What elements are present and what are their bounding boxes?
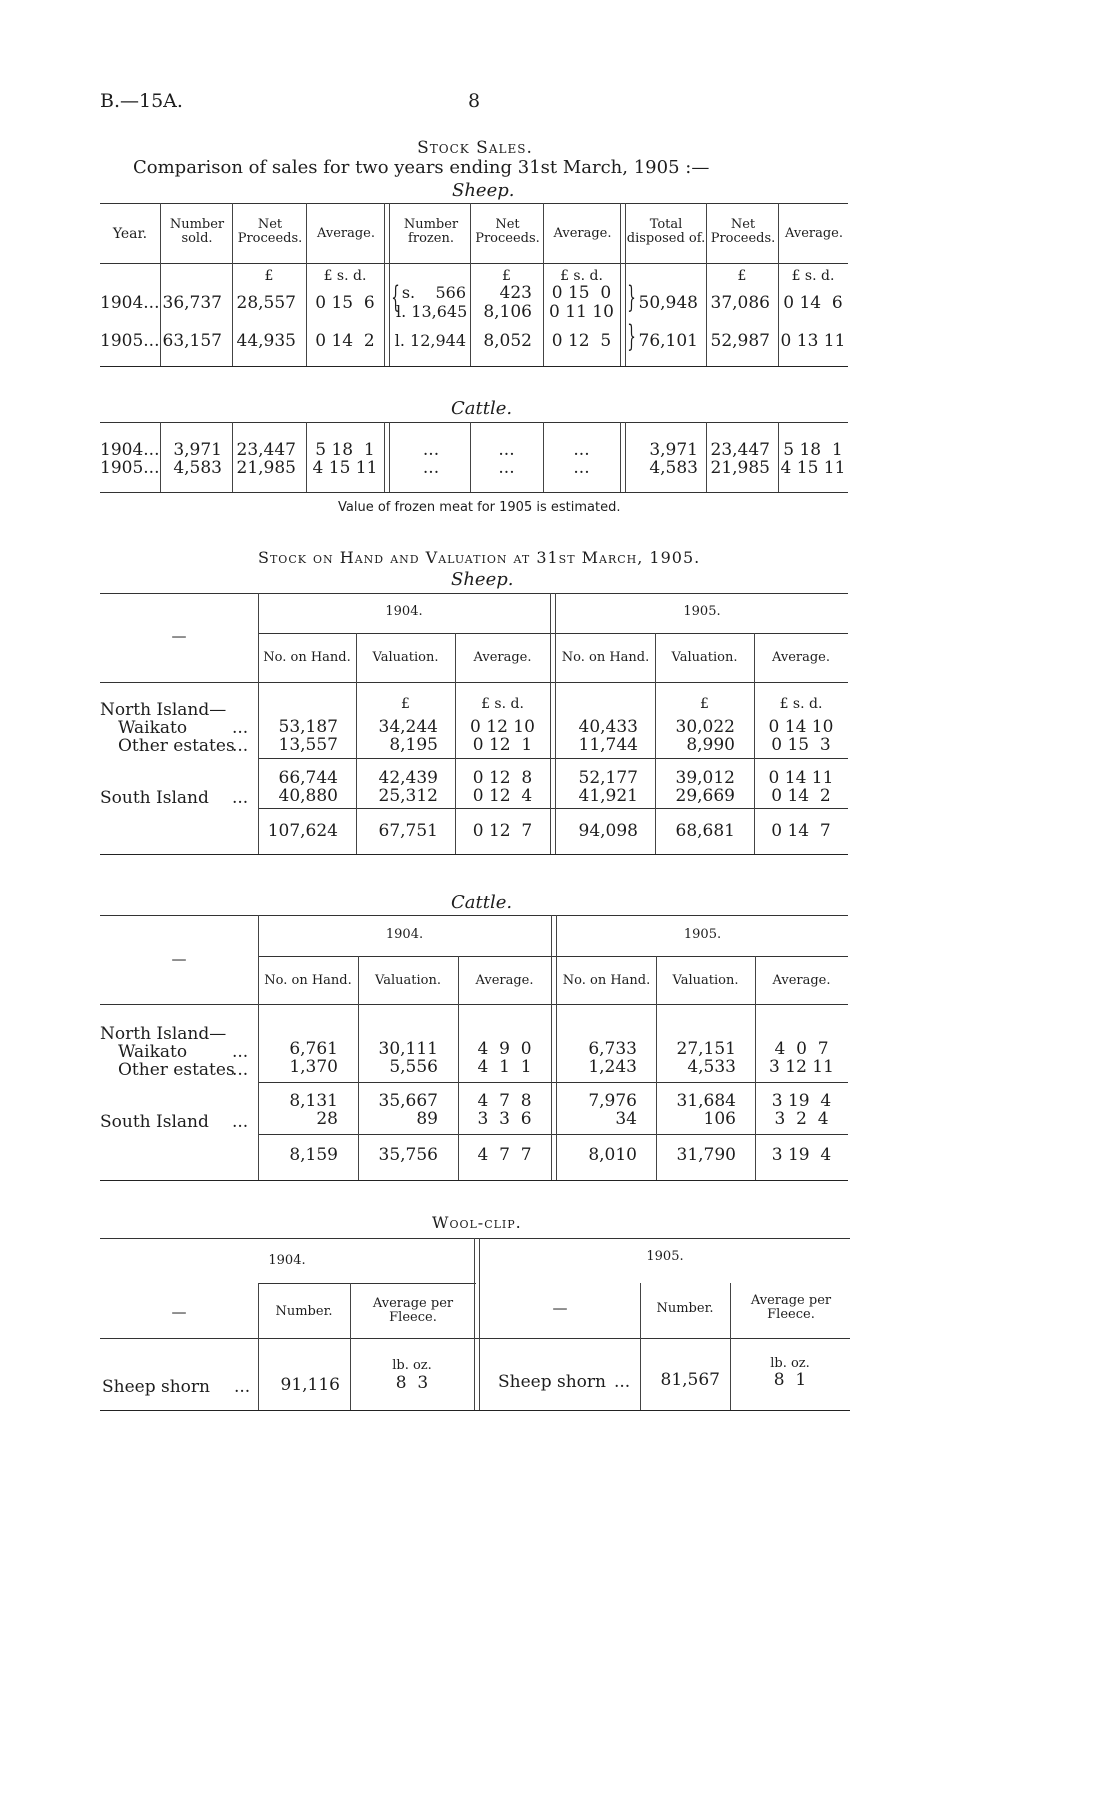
col-valuation: Valuation. xyxy=(372,650,439,665)
cattle-total-1904-average: 4 7 7 xyxy=(477,1145,532,1165)
rule xyxy=(100,492,848,493)
wool-year-1905: 1905. xyxy=(646,1249,684,1264)
sheep-average: 0 14 2 xyxy=(315,331,375,351)
sheep-other-1904-average: 0 12 1 xyxy=(472,735,533,755)
sheep-waikato-1905-number: 40,433 xyxy=(578,717,638,737)
cattle-net-proceeds: 21,985 xyxy=(236,458,296,478)
sheep-frozen-net-b: 8,106 xyxy=(483,302,532,322)
rule xyxy=(384,203,390,366)
cattle-north-1904-number: 8,131 xyxy=(289,1091,338,1111)
wool-clip-title: Wool-clip. xyxy=(432,1213,522,1232)
sheep-south-1904-number: 40,880 xyxy=(278,786,338,806)
col-average: Average. xyxy=(772,973,831,988)
rule xyxy=(100,593,848,594)
sheep-waikato-1905-valuation: 30,022 xyxy=(675,717,735,737)
sheep-total-1904-valuation: 67,751 xyxy=(378,821,438,841)
unit-psd: £ s. d. xyxy=(779,696,823,712)
sheep-frozen-avg-a: 0 15 0 xyxy=(551,283,612,303)
cattle-waikato-1904-valuation: 30,111 xyxy=(378,1039,438,1059)
sheep-south-1904-average: 0 12 4 xyxy=(472,786,533,806)
cattle-other-1904-average: 4 1 1 xyxy=(477,1057,532,1077)
col-header-average: Average. xyxy=(316,226,375,241)
cattle-total-1905-valuation: 31,790 xyxy=(676,1145,736,1165)
cattle-frozen: ... xyxy=(422,440,440,460)
sheep-other-1904-number: 13,557 xyxy=(278,735,338,755)
unit-psd: £ s. d. xyxy=(560,268,603,284)
col-header-total-net-proceeds: Net Proceeds. xyxy=(710,217,776,246)
sheep-number-sold: 36,737 xyxy=(162,293,222,313)
cattle-total-1904-valuation: 35,756 xyxy=(378,1145,438,1165)
col-average: Average. xyxy=(473,650,532,665)
sheep-waikato-1904-average: 0 12 10 xyxy=(470,717,535,737)
cattle-total: 3,971 xyxy=(649,440,698,460)
sheep-total-1904-number: 107,624 xyxy=(267,821,338,841)
col-no-on-hand: No. on Hand. xyxy=(264,973,352,988)
rule xyxy=(384,422,390,492)
unit-pound: £ xyxy=(737,268,747,284)
sheep-north-1905-average: 0 14 11 xyxy=(768,768,834,788)
unit-pound: £ xyxy=(401,696,410,712)
dash: — xyxy=(552,1299,568,1317)
col-number: Number. xyxy=(275,1304,333,1319)
cattle-waikato-1904-number: 6,761 xyxy=(289,1039,338,1059)
sheep-south-1904-valuation: 25,312 xyxy=(378,786,438,806)
leader-dots: ... xyxy=(232,788,249,808)
cattle-year: 1905... xyxy=(100,458,160,478)
sheep-year: 1904... xyxy=(100,293,160,313)
col-valuation: Valuation. xyxy=(672,973,739,988)
sheep-total-net: 37,086 xyxy=(710,293,770,313)
label-sheep-shorn: Sheep shorn xyxy=(102,1377,210,1397)
unit-psd: £ s. d. xyxy=(791,268,835,284)
wool-1905-number: 81,567 xyxy=(660,1370,720,1390)
col-header-frozen-net-proceeds: Net Proceeds. xyxy=(475,217,540,246)
cattle-other-1904-number: 1,370 xyxy=(289,1057,338,1077)
sheep-waikato-1904-number: 53,187 xyxy=(278,717,338,737)
sheep-frozen-net-a: 423 xyxy=(499,283,532,303)
cattle-sales-heading: Cattle. xyxy=(451,398,513,419)
sheep-north-1905-valuation: 39,012 xyxy=(675,768,735,788)
cattle-number-sold: 3,971 xyxy=(173,440,222,460)
cattle-on-hand-heading: Cattle. xyxy=(451,892,513,913)
sheep-north-1904-valuation: 42,439 xyxy=(378,768,438,788)
year-1905-header: 1905. xyxy=(683,604,721,619)
sheep-total: 50,948 xyxy=(638,293,698,313)
sheep-average: 0 15 6 xyxy=(315,293,375,313)
leader-dots: ... xyxy=(232,736,249,756)
cattle-total-net: 21,985 xyxy=(710,458,770,478)
rule xyxy=(258,1283,476,1284)
unit-pound: £ xyxy=(700,696,709,712)
cattle-north-1905-average: 3 19 4 xyxy=(771,1091,832,1111)
leader-dots: ... xyxy=(232,1112,249,1132)
rule xyxy=(100,263,848,264)
stock-sales-title: Stock Sales. xyxy=(417,138,533,158)
col-header-net-proceeds: Net Proceeds. xyxy=(237,217,303,246)
label-waikato: Waikato xyxy=(118,1042,188,1062)
sheep-north-1904-average: 0 12 8 xyxy=(472,768,533,788)
cattle-frozen-net: ... xyxy=(498,458,515,478)
rule xyxy=(730,1283,731,1410)
report-reference: B.—15A. xyxy=(100,90,183,112)
label-waikato: Waikato xyxy=(118,718,188,738)
cattle-total-net: 23,447 xyxy=(710,440,770,460)
sheep-other-1905-valuation: 8,990 xyxy=(686,735,735,755)
leader-dots: ... xyxy=(232,1060,249,1080)
label-other-estates: Other estates xyxy=(118,736,235,756)
cattle-south-1904-valuation: 89 xyxy=(416,1109,438,1129)
cattle-waikato-1905-number: 6,733 xyxy=(588,1039,637,1059)
sheep-total-1905-number: 94,098 xyxy=(578,821,638,841)
cattle-total-1905-number: 8,010 xyxy=(588,1145,637,1165)
col-average-per-fleece: Average per Fleece. xyxy=(372,1296,454,1325)
sheep-number-sold: 63,157 xyxy=(162,331,222,351)
cattle-other-1904-valuation: 5,556 xyxy=(389,1057,438,1077)
footnote: Value of frozen meat for 1905 is estimated. xyxy=(338,500,621,515)
rule xyxy=(100,366,848,367)
sheep-waikato-1905-average: 0 14 10 xyxy=(768,717,834,737)
wool-1905-average: 8 1 xyxy=(773,1370,807,1390)
unit-psd: £ s. d. xyxy=(323,268,367,284)
rule xyxy=(100,915,848,916)
sheep-frozen: l. 12,944 xyxy=(394,331,466,350)
rule xyxy=(100,682,848,683)
unit-pound: £ xyxy=(502,268,511,284)
col-header-total-disposed: Total disposed of. xyxy=(626,217,706,246)
cattle-frozen-avg: ... xyxy=(573,440,590,460)
unit-lb-oz: lb. oz. xyxy=(770,1356,810,1371)
wool-1904-number: 91,116 xyxy=(280,1375,340,1395)
cattle-year: 1904... xyxy=(100,440,160,460)
cattle-frozen-avg: ... xyxy=(573,458,590,478)
sheep-on-hand-heading: Sheep. xyxy=(451,569,514,590)
sheep-total-1904-average: 0 12 7 xyxy=(472,821,533,841)
brace: } xyxy=(627,280,636,315)
sheep-other-1905-average: 0 15 3 xyxy=(771,735,831,755)
cattle-south-1905-average: 3 2 4 xyxy=(774,1109,829,1129)
cattle-north-1905-valuation: 31,684 xyxy=(676,1091,736,1111)
sheep-south-1905-valuation: 29,669 xyxy=(675,786,735,806)
sheep-total-net: 52,987 xyxy=(710,331,770,351)
sheep-year: 1905... xyxy=(100,331,160,351)
rule xyxy=(100,422,848,423)
unit-pound: £ xyxy=(264,268,274,284)
leader-dots: ... xyxy=(232,718,249,738)
wool-year-1904: 1904. xyxy=(268,1253,306,1268)
cattle-south-1904-number: 28 xyxy=(316,1109,338,1129)
cattle-waikato-1905-valuation: 27,151 xyxy=(676,1039,736,1059)
cattle-north-1904-valuation: 35,667 xyxy=(378,1091,438,1111)
sheep-other-1904-valuation: 8,195 xyxy=(389,735,438,755)
dash: — xyxy=(171,950,187,968)
label-other-estates: Other estates xyxy=(118,1060,235,1080)
label-sheep-shorn: Sheep shorn xyxy=(498,1372,606,1392)
col-valuation: Valuation. xyxy=(671,650,738,665)
sheep-total-avg: 0 13 11 xyxy=(780,331,846,351)
sheep-frozen-s: s. 566 xyxy=(401,283,466,302)
sheep-total-1905-average: 0 14 7 xyxy=(771,821,831,841)
rule xyxy=(100,1410,850,1411)
cattle-average: 5 18 1 xyxy=(315,440,375,460)
leader-dots: ... xyxy=(234,1377,251,1397)
cattle-total-avg: 5 18 1 xyxy=(783,440,843,460)
cattle-waikato-1905-average: 4 0 7 xyxy=(774,1039,829,1059)
col-header-frozen-average: Average. xyxy=(553,226,612,241)
rule xyxy=(100,1180,848,1181)
cattle-waikato-1904-average: 4 9 0 xyxy=(477,1039,532,1059)
sheep-frozen-net: 8,052 xyxy=(483,331,532,351)
col-no-on-hand: No. on Hand. xyxy=(561,650,650,665)
sheep-total-1905-valuation: 68,681 xyxy=(675,821,735,841)
rule xyxy=(100,203,848,204)
cattle-total-1905-average: 3 19 4 xyxy=(771,1145,832,1165)
sheep-waikato-1904-valuation: 34,244 xyxy=(378,717,438,737)
unit-psd: £ s. d. xyxy=(481,696,524,712)
cattle-other-1905-average: 3 12 11 xyxy=(769,1057,834,1077)
col-header-total-average: Average. xyxy=(784,226,843,241)
sheep-other-1905-number: 11,744 xyxy=(578,735,638,755)
unit-lb-oz: lb. oz. xyxy=(392,1358,432,1373)
stock-on-hand-title: Stock on Hand and Valuation at 31st March, 1905. xyxy=(258,548,701,567)
sheep-total: 76,101 xyxy=(638,331,698,351)
sheep-frozen-l: l. 13,645 xyxy=(396,302,468,321)
sheep-north-1904-number: 66,744 xyxy=(278,768,338,788)
label-south-island: South Island xyxy=(100,1112,209,1132)
cattle-other-1905-number: 1,243 xyxy=(588,1057,637,1077)
cattle-frozen-net: ... xyxy=(498,440,515,460)
label-north-island: North Island— xyxy=(100,1024,227,1044)
page-number: 8 xyxy=(468,90,481,112)
cattle-other-1905-valuation: 4,533 xyxy=(687,1057,736,1077)
col-header-year: Year. xyxy=(112,226,148,242)
brace: { xyxy=(391,280,400,315)
brace: } xyxy=(627,319,636,354)
col-average-per-fleece: Average per Fleece. xyxy=(750,1293,832,1322)
sheep-south-1905-number: 41,921 xyxy=(578,786,638,806)
rule xyxy=(100,1004,848,1005)
col-header-number-sold: Number sold. xyxy=(169,217,225,246)
wool-1904-average: 8 3 xyxy=(395,1373,429,1393)
col-header-number-frozen: Number frozen. xyxy=(403,217,459,246)
sheep-south-1905-average: 0 14 2 xyxy=(771,786,831,806)
label-south-island: South Island xyxy=(100,788,209,808)
cattle-frozen: ... xyxy=(422,458,440,478)
sheep-net-proceeds: 28,557 xyxy=(236,293,296,313)
cattle-total: 4,583 xyxy=(649,458,698,478)
sheep-total-avg: 0 14 6 xyxy=(783,293,843,313)
year-1904-header: 1904. xyxy=(385,927,424,942)
leader-dots: ... xyxy=(232,1042,249,1062)
cattle-south-1904-average: 3 3 6 xyxy=(477,1109,532,1129)
cattle-south-1905-valuation: 106 xyxy=(703,1109,736,1129)
cattle-north-1904-average: 4 7 8 xyxy=(477,1091,532,1111)
dash: — xyxy=(171,627,187,645)
cattle-south-1905-number: 34 xyxy=(615,1109,637,1129)
sheep-frozen-avg: 0 12 5 xyxy=(551,331,612,351)
cattle-north-1905-number: 7,976 xyxy=(588,1091,637,1111)
sheep-north-1905-number: 52,177 xyxy=(578,768,638,788)
col-valuation: Valuation. xyxy=(375,973,441,988)
dash: — xyxy=(171,1303,187,1321)
col-no-on-hand: No. on Hand. xyxy=(263,650,351,665)
cattle-total-1904-number: 8,159 xyxy=(289,1145,338,1165)
cattle-average: 4 15 11 xyxy=(312,458,378,478)
sheep-frozen-avg-b: 0 11 10 xyxy=(549,302,614,322)
sheep-heading: Sheep. xyxy=(452,180,515,201)
col-number: Number. xyxy=(656,1301,714,1316)
cattle-total-avg: 4 15 11 xyxy=(780,458,846,478)
rule xyxy=(100,854,848,855)
col-no-on-hand: No. on Hand. xyxy=(562,973,651,988)
sheep-net-proceeds: 44,935 xyxy=(236,331,296,351)
cattle-number-sold: 4,583 xyxy=(173,458,222,478)
stock-sales-subtitle: Comparison of sales for two years ending 31st March, 1905 :— xyxy=(133,157,710,178)
label-north-island: North Island— xyxy=(100,700,227,720)
year-1904-header: 1904. xyxy=(385,604,423,619)
col-average: Average. xyxy=(475,973,534,988)
leader-dots: ... xyxy=(614,1372,631,1392)
col-average: Average. xyxy=(771,650,830,665)
cattle-net-proceeds: 23,447 xyxy=(236,440,296,460)
year-1905-header: 1905. xyxy=(683,927,722,942)
